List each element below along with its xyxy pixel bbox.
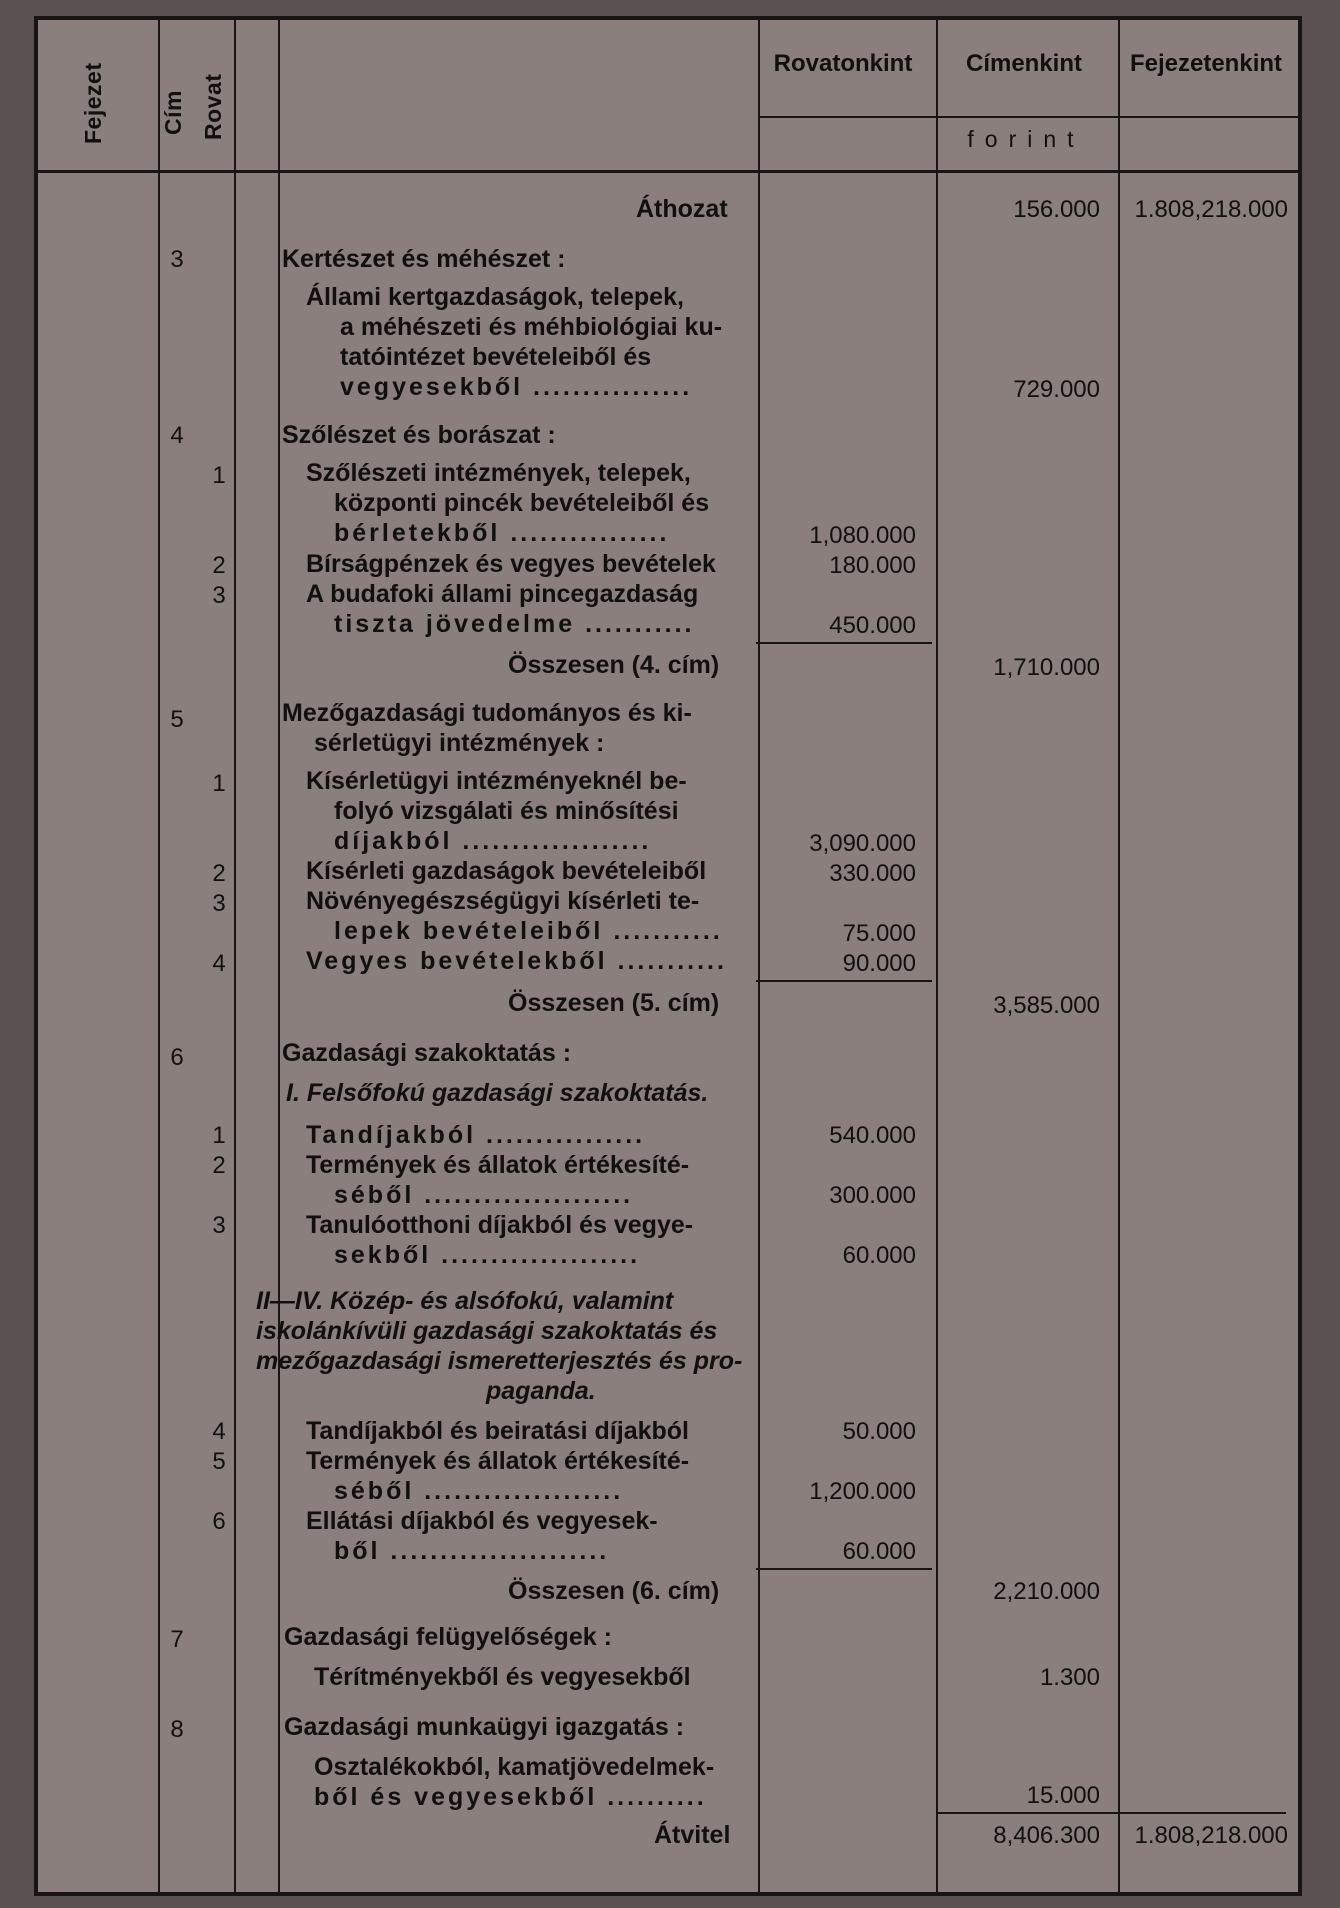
rovat-amount: 180.000: [829, 552, 916, 579]
header-cim: Cím: [160, 90, 186, 136]
cim-title: Mezőgazdasági tudományos és ki- sérletügyi intézmények :: [282, 699, 692, 757]
rovat-amount: 60.000: [842, 1538, 916, 1565]
rovat-description: Ellátási díjakból és vegyesek- ből ......................: [306, 1507, 658, 1565]
sum-rule: [936, 1812, 1286, 1814]
rovat-number: 4: [212, 950, 226, 977]
rovat-amount: 50.000: [842, 1418, 916, 1445]
rovat-description: Kísérletügyi intézményeknél be- folyó vizsgálati és minősítési díjakból ...................: [306, 767, 687, 855]
cim7-cimenkint: 1.300: [1039, 1664, 1100, 1691]
col-divider: [278, 20, 280, 1892]
rovat-description: Szőlészeti intézmények, telepek, központi pincék bevételeiből és bérletekből ................: [306, 459, 710, 547]
rovat-number: 1: [212, 1122, 226, 1149]
rovat-amount: 450.000: [829, 612, 916, 639]
header-fejezetenkint: Fejezetenkint: [1129, 50, 1283, 77]
rovat-description: Tanulóotthoni díjakból és vegye- sekből ....................: [306, 1211, 694, 1269]
cim-title: Gazdasági szakoktatás :: [282, 1039, 572, 1067]
rovat-description: Termények és állatok értékesíté- séből .....................: [306, 1151, 690, 1209]
athozat-fejezetenkint: 1.808,218.000: [1134, 196, 1288, 223]
header-bottom-line: [38, 170, 1298, 173]
rovat-description: Vegyes bevételekből ...........: [306, 947, 727, 975]
rovat-amount: 330.000: [829, 860, 916, 887]
rovat-number: 5: [212, 1448, 226, 1475]
col-divider: [158, 20, 160, 1892]
rovat-number: 3: [212, 1212, 226, 1239]
rovat-description: Kísérleti gazdaságok bevételeiből: [306, 857, 707, 885]
athozat-label: Áthozat: [636, 195, 728, 223]
rovat-amount: 3,090.000: [809, 830, 916, 857]
rovat-number: 3: [212, 890, 226, 917]
rovat-description: Növényegészségügyi kísérleti te- lepek bevételeiből ...........: [306, 887, 723, 945]
header-rovatonkint: Rovatonkint: [773, 50, 913, 77]
cim-title: Kertészet és méhészet :: [282, 245, 566, 273]
sum-rule: [756, 1568, 932, 1570]
rovat-description: Bírságpénzek és vegyes bevételek: [306, 550, 716, 578]
total-label: Összesen (4. cím): [508, 651, 720, 679]
col-divider: [936, 20, 938, 1892]
cim-number: 5: [170, 706, 184, 733]
rovat-amount: 300.000: [829, 1182, 916, 1209]
total-label: Összesen (5. cím): [508, 989, 720, 1017]
rovat-amount: 540.000: [829, 1122, 916, 1149]
rovat-amount: 1,200.000: [809, 1478, 916, 1505]
total-cimenkint: 2,210.000: [993, 1578, 1100, 1605]
rovat-number: 1: [212, 770, 226, 797]
rovat-description: Tandíjakból ................: [306, 1121, 646, 1149]
atvitel-fejezetenkint: 1.808,218.000: [1134, 1822, 1288, 1849]
rovat-amount: 75.000: [842, 920, 916, 947]
rovat-description: A budafoki állami pincegazdaság tiszta jövedelme ...........: [306, 580, 699, 638]
cim3-cimenkint: 729.000: [1013, 376, 1100, 403]
atvitel-cimenkint: 8,406.300: [993, 1822, 1100, 1849]
rovat-number: 6: [212, 1508, 226, 1535]
rovat-amount: 1,080.000: [809, 522, 916, 549]
rovat-number: 2: [212, 552, 226, 579]
cim8-description: Osztalékokból, kamatjövedelmek- ből és vegyesekből ..........: [314, 1753, 715, 1811]
header-rovat: Rovat: [200, 73, 226, 141]
sum-rule: [756, 642, 932, 644]
total-cimenkint: 1,710.000: [993, 654, 1100, 681]
cim8-cimenkint: 15.000: [1026, 1782, 1100, 1809]
rovat-number: 1: [212, 462, 226, 489]
cim-number: 7: [170, 1626, 184, 1653]
rovat-number: 2: [212, 860, 226, 887]
subsection-title: II—IV. Közép- és alsófokú, valamint iskolánkívüli gazdasági szakoktatás és mezőgazdasági ismeretterjesztés és pro- paganda.: [256, 1287, 743, 1405]
rovat-description: Tandíjakból és beiratási díjakból: [306, 1417, 689, 1445]
rovat-amount: 60.000: [842, 1242, 916, 1269]
rovat-number: 4: [212, 1418, 226, 1445]
cim-number: 6: [170, 1044, 184, 1071]
rovat-number: 2: [212, 1152, 226, 1179]
atvitel-label: Átvitel: [654, 1821, 731, 1849]
unit-label: forint: [967, 126, 1085, 152]
rovat-description: Termények és állatok értékesíté- séből ....................: [306, 1447, 690, 1505]
total-cimenkint: 3,585.000: [993, 992, 1100, 1019]
rovat-amount: 90.000: [842, 950, 916, 977]
total-label: Összesen (6. cím): [508, 1577, 720, 1605]
col-divider: [1118, 20, 1120, 1892]
cim7-description: Térítményekből és vegyesekből: [314, 1663, 691, 1691]
cim3-description: Állami kertgazdaságok, telepek, a méhészeti és méhbiológiai ku- tatóintézet bevételeiből és vegyesekből ................: [306, 283, 723, 401]
cim-title: Gazdasági munkaügyi igazgatás :: [284, 1713, 685, 1741]
cim-number: 4: [170, 422, 184, 449]
sum-rule: [756, 980, 932, 982]
athozat-cimenkint: 156.000: [1013, 196, 1100, 223]
header-fejezet: Fejezet: [80, 62, 106, 144]
header-cimenkint: Címenkint: [965, 50, 1082, 77]
rovat-number: 3: [212, 582, 226, 609]
cim-title: Gazdasági felügyelőségek :: [284, 1623, 612, 1651]
cim-number: 3: [170, 246, 184, 273]
subsection-title: I. Felsőfokú gazdasági szakoktatás.: [286, 1079, 709, 1107]
cim-title: Szőlészet és borászat :: [282, 421, 556, 449]
header-unit-line: [758, 116, 1298, 118]
cim-number: 8: [170, 1716, 184, 1743]
